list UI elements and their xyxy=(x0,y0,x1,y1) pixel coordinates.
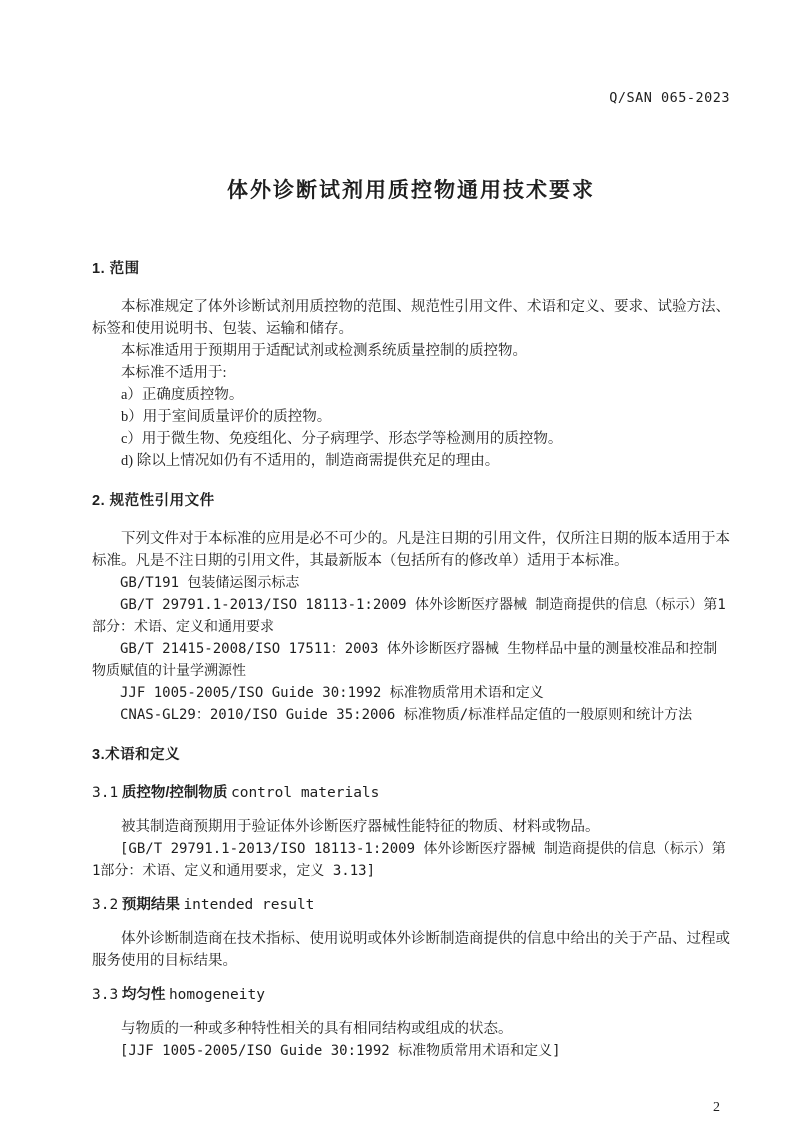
term-definition: 被其制造商预期用于验证体外诊断医疗器械性能特征的物质、材料或物品。 xyxy=(121,819,600,835)
section-heading-terms: 3.术语和定义 xyxy=(92,747,181,763)
term-name-zh: 均匀性 xyxy=(121,987,166,1003)
section-heading-scope: 1. 范围 xyxy=(92,261,140,277)
term-heading-3-2 xyxy=(92,894,730,916)
term-definition: 与物质的一种或多种特性相关的具有相同结构或组成的状态。 xyxy=(121,1021,513,1037)
section-terms-definitions xyxy=(92,744,730,1062)
reference-item: GB/T 29791.1-2013/ISO 18113-1:2009 体外诊断医疗器械 制造商提供的信息（标示）第1部分：术语、定义和通用要求 xyxy=(92,597,726,635)
section-heading-references: 2. 规范性引用文件 xyxy=(92,493,215,509)
term-name-en: intended result xyxy=(183,897,315,913)
page-number: 2 xyxy=(713,1100,720,1115)
term-source: [JJF 1005-2005/ISO Guide 30:1992 标准物质常用术语和定义] xyxy=(120,1043,561,1059)
reference-item: CNAS-GL29：2010/ISO Guide 35:2006 标准物质/标准样品定值的一般原则和统计方法 xyxy=(120,707,693,723)
page-title: 体外诊断试剂用质控物通用技术要求 xyxy=(227,179,595,202)
term-definition: 体外诊断制造商在技术指标、使用说明或体外诊断制造商提供的信息中给出的关于产品、过程或服务使用的目标结果。 xyxy=(92,931,730,969)
paragraph: 本标准规定了体外诊断试剂用质控物的范围、规范性引用文件、术语和定义、要求、试验方法、标签和使用说明书、包装、运输和储存。 xyxy=(92,299,730,337)
section-scope xyxy=(92,258,730,472)
term-heading-3-3 xyxy=(92,984,730,1006)
list-item-a: a）正确度质控物。 xyxy=(121,387,244,403)
reference-item: GB/T191 包装储运图示标志 xyxy=(120,575,300,591)
term-number: 3.2 xyxy=(92,897,119,913)
list-item-c: c）用于微生物、免疫组化、分子病理学、形态学等检测用的质控物。 xyxy=(121,431,563,447)
page-content xyxy=(92,0,730,1062)
doc-code: Q/SAN 065-2023 xyxy=(609,90,730,106)
section-normative-references xyxy=(92,490,730,726)
term-source: [GB/T 29791.1-2013/ISO 18113-1:2009 体外诊断医疗器械 制造商提供的信息（标示）第1部分：术语、定义和通用要求，定义 3.13] xyxy=(92,841,726,879)
reference-item: JJF 1005-2005/ISO Guide 30:1992 标准物质常用术语和定义 xyxy=(120,685,544,701)
term-number: 3.3 xyxy=(92,987,119,1003)
reference-item: GB/T 21415-2008/ISO 17511：2003 体外诊断医疗器械 生物样品中量的测量校准品和控制物质赋值的计量学溯源性 xyxy=(92,641,718,679)
term-name-zh: 质控物/控制物质 xyxy=(121,785,228,801)
term-name-en: homogeneity xyxy=(168,987,265,1003)
term-heading-3-1 xyxy=(92,782,730,804)
term-number: 3.1 xyxy=(92,785,119,801)
term-name-zh: 预期结果 xyxy=(121,897,180,913)
term-name-en: control materials xyxy=(230,785,380,801)
list-item-b: b）用于室间质量评价的质控物。 xyxy=(121,409,332,425)
list-item-d: d) 除以上情况如仍有不适用的，制造商需提供充足的理由。 xyxy=(121,453,500,469)
paragraph: 本标准适用于预期用于适配试剂或检测系统质量控制的质控物。 xyxy=(121,343,527,359)
paragraph: 本标准不适用于: xyxy=(121,365,227,381)
paragraph: 下列文件对于本标准的应用是必不可少的。凡是注日期的引用文件，仅所注日期的版本适用于本标准。凡是不注日期的引用文件，其最新版本（包括所有的修改单）适用于本标准。 xyxy=(92,531,730,569)
